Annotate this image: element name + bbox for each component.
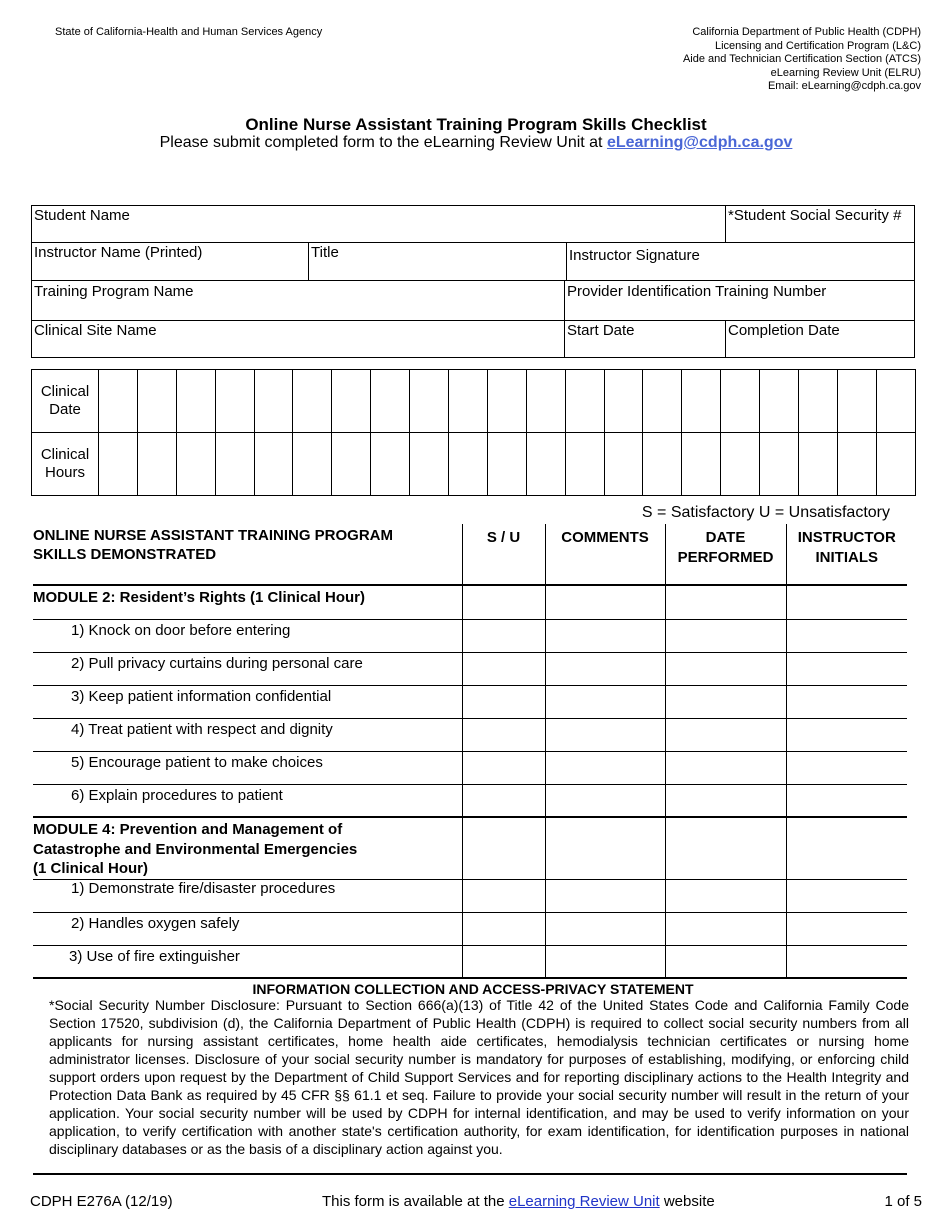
initials-column-header: INSTRUCTOR INITIALS bbox=[786, 524, 907, 585]
divider bbox=[33, 1173, 907, 1175]
skill-row bbox=[33, 945, 907, 978]
comments-column-header: COMMENTS bbox=[545, 524, 665, 585]
clinical-hours-cell[interactable] bbox=[760, 433, 799, 496]
comments-cell[interactable] bbox=[545, 784, 665, 817]
comments-cell[interactable] bbox=[545, 619, 665, 652]
clinical-date-cell[interactable] bbox=[176, 370, 215, 433]
program-name-field[interactable]: Training Program Name bbox=[34, 283, 194, 300]
clinical-hours-cell[interactable] bbox=[99, 433, 138, 496]
date-cell[interactable] bbox=[665, 685, 786, 718]
skills-header-row bbox=[33, 524, 907, 585]
date-column-header: DATE PERFORMED bbox=[665, 524, 786, 585]
clinical-hours-cell[interactable] bbox=[449, 433, 488, 496]
instructor-name-field[interactable]: Instructor Name (Printed) bbox=[34, 244, 203, 261]
su-column-header: S / U bbox=[462, 524, 545, 585]
clinical-date-cell[interactable] bbox=[332, 370, 371, 433]
skill-row bbox=[33, 751, 907, 784]
clinical-date-cell[interactable] bbox=[410, 370, 449, 433]
skill-column-header: ONLINE NURSE ASSISTANT TRAINING PROGRAM SKILLS DEMONSTRATED bbox=[33, 524, 462, 585]
clinical-date-row bbox=[32, 370, 916, 433]
clinical-hours-cell[interactable] bbox=[565, 433, 604, 496]
initials-cell[interactable] bbox=[786, 879, 907, 912]
skill-row bbox=[33, 718, 907, 751]
skill-label: 4) Treat patient with respect and dignity bbox=[33, 718, 462, 751]
skill-label: 6) Explain procedures to patient bbox=[33, 784, 462, 817]
provider-id-field[interactable]: Provider Identification Training Number bbox=[564, 281, 915, 320]
clinical-hours-cell[interactable] bbox=[721, 433, 760, 496]
clinical-date-cell[interactable] bbox=[99, 370, 138, 433]
clinical-date-cell[interactable] bbox=[137, 370, 176, 433]
skill-label: 2) Pull privacy curtains during personal care bbox=[33, 652, 462, 685]
clinical-hours-grid bbox=[31, 369, 916, 496]
su-cell[interactable] bbox=[462, 652, 545, 685]
comments-cell[interactable] bbox=[545, 685, 665, 718]
dept-line: Email: eLearning@cdph.ca.gov bbox=[767, 80, 921, 93]
module-title: MODULE 4: Prevention and Management of Catastrophe and Environmental Emergencies (1 Clinical Hour) bbox=[33, 817, 462, 879]
availability-note bbox=[322, 1193, 715, 1210]
page-number: 1 of 5 bbox=[884, 1193, 922, 1210]
department-info bbox=[683, 26, 921, 94]
clinical-hours-cell[interactable] bbox=[682, 433, 721, 496]
module-4-row bbox=[33, 817, 907, 879]
initials-cell[interactable] bbox=[786, 652, 907, 685]
clinical-hours-cell[interactable] bbox=[487, 433, 526, 496]
initials-cell[interactable] bbox=[786, 912, 907, 945]
clinical-date-cell[interactable] bbox=[721, 370, 760, 433]
date-cell[interactable] bbox=[665, 718, 786, 751]
initials-cell[interactable] bbox=[786, 751, 907, 784]
su-cell[interactable] bbox=[462, 585, 545, 619]
su-cell[interactable] bbox=[462, 718, 545, 751]
student-info-box bbox=[31, 205, 915, 358]
clinical-hours-cell[interactable] bbox=[332, 433, 371, 496]
clinical-date-cell[interactable] bbox=[371, 370, 410, 433]
initials-cell[interactable] bbox=[786, 585, 907, 619]
su-cell[interactable] bbox=[462, 879, 545, 912]
rating-legend: S = Satisfactory U = Unsatisfactory bbox=[641, 504, 890, 521]
skill-row bbox=[33, 879, 907, 912]
clinical-hours-cell[interactable] bbox=[254, 433, 293, 496]
privacy-statement: *Social Security Number Disclosure: Pursuant to Section 666(a)(13) of Title 42 of the United States Code and California Family Code Section 17520, subdivision (d), the California Department of Public Health (CDPH) is required to collect social security numbers from all applicants for nursing assistant certificates, home health aide certificates, hemodialysis technician certificates or nursing home administrator licenses. Disclosure of your social security number is mandatory for purposes of establishing, modifying, or enforcing child support orders upon request by the Department of Child Support Services and for reporting disciplinary actions to the Health Integrity and Protection Data Bank as required by 45 CFR §§ 61.1 et seq. Failure to provide your social security number will result in the return of your application. Your social security number will be used by CDPH for internal identification, and may be used to verify information on your application, to verify certification with another state's certification authority, for exam identification, for identification purposes in national disciplinary databases or as the basis of a disciplinary action against you. bbox=[49, 997, 909, 1157]
date-cell[interactable] bbox=[665, 817, 786, 879]
skill-label: 3) Use of fire extinguisher bbox=[33, 945, 462, 978]
info-row bbox=[32, 281, 914, 321]
student-name-field[interactable]: Student Name bbox=[34, 207, 130, 224]
email-link[interactable]: eLearning@cdph.ca.gov bbox=[606, 134, 793, 151]
comments-cell[interactable] bbox=[545, 879, 665, 912]
privacy-title: INFORMATION COLLECTION AND ACCESS-PRIVACY STATEMENT bbox=[252, 981, 694, 997]
clinical-hours-cell[interactable] bbox=[137, 433, 176, 496]
completion-date-field[interactable]: Completion Date bbox=[725, 321, 915, 358]
su-cell[interactable] bbox=[462, 912, 545, 945]
comments-cell[interactable] bbox=[545, 751, 665, 784]
clinical-date-cell[interactable] bbox=[837, 370, 876, 433]
start-date-field[interactable]: Start Date bbox=[564, 321, 725, 358]
availability-post: website bbox=[659, 1193, 715, 1210]
date-cell[interactable] bbox=[665, 912, 786, 945]
clinical-date-cell[interactable] bbox=[254, 370, 293, 433]
clinical-date-cell[interactable] bbox=[293, 370, 332, 433]
clinical-date-cell[interactable] bbox=[682, 370, 721, 433]
initials-cell[interactable] bbox=[786, 784, 907, 817]
su-cell[interactable] bbox=[462, 817, 545, 879]
info-row bbox=[32, 321, 914, 358]
skill-label: 2) Handles oxygen safely bbox=[33, 912, 462, 945]
clinical-hours-cell[interactable] bbox=[876, 433, 915, 496]
clinical-hours-cell[interactable] bbox=[526, 433, 565, 496]
form-title: Online Nurse Assistant Training Program Skills Checklist bbox=[245, 115, 707, 134]
elearning-review-unit-link[interactable]: eLearning Review Unit bbox=[508, 1193, 660, 1210]
dept-line: California Department of Public Health (CDPH) bbox=[692, 26, 921, 38]
date-cell[interactable] bbox=[665, 751, 786, 784]
clinical-hours-cell[interactable] bbox=[215, 433, 254, 496]
clinical-hours-cell[interactable] bbox=[604, 433, 643, 496]
title-field[interactable]: Title bbox=[308, 243, 566, 280]
clinical-date-cell[interactable] bbox=[449, 370, 488, 433]
skills-table bbox=[33, 524, 907, 979]
form-subtitle bbox=[0, 134, 950, 152]
subtitle-text: Please submit completed form to the eLearning Review Unit at bbox=[159, 134, 607, 151]
date-cell[interactable] bbox=[665, 585, 786, 619]
su-cell[interactable] bbox=[462, 751, 545, 784]
info-row bbox=[32, 206, 914, 243]
initials-cell[interactable] bbox=[786, 817, 907, 879]
skill-row bbox=[33, 685, 907, 718]
date-cell[interactable] bbox=[665, 784, 786, 817]
clinical-date-cell[interactable] bbox=[487, 370, 526, 433]
availability-pre: This form is available at the bbox=[322, 1193, 509, 1210]
comments-cell[interactable] bbox=[545, 585, 665, 619]
skill-label: 5) Encourage patient to make choices bbox=[33, 751, 462, 784]
initials-cell[interactable] bbox=[786, 619, 907, 652]
skill-label: 1) Knock on door before entering bbox=[33, 619, 462, 652]
clinical-date-cell[interactable] bbox=[604, 370, 643, 433]
su-cell[interactable] bbox=[462, 619, 545, 652]
clinical-date-cell[interactable] bbox=[799, 370, 838, 433]
clinical-hours-row bbox=[32, 433, 916, 496]
skill-label: 3) Keep patient information confidential bbox=[33, 685, 462, 718]
skill-row bbox=[33, 652, 907, 685]
module-2-row bbox=[33, 585, 907, 619]
date-cell[interactable] bbox=[665, 879, 786, 912]
skill-row bbox=[33, 619, 907, 652]
clinical-date-cell[interactable] bbox=[643, 370, 682, 433]
clinical-hours-cell[interactable] bbox=[410, 433, 449, 496]
initials-cell[interactable] bbox=[786, 945, 907, 978]
comments-cell[interactable] bbox=[545, 652, 665, 685]
agency-name: State of California-Health and Human Services Agency bbox=[55, 26, 323, 38]
ssn-field[interactable]: *Student Social Security # bbox=[725, 206, 915, 242]
clinical-date-label: Clinical Date bbox=[32, 370, 99, 433]
su-cell[interactable] bbox=[462, 945, 545, 978]
su-cell[interactable] bbox=[462, 685, 545, 718]
clinical-hours-cell[interactable] bbox=[837, 433, 876, 496]
initials-cell[interactable] bbox=[786, 718, 907, 751]
clinical-hours-cell[interactable] bbox=[799, 433, 838, 496]
site-name-field[interactable]: Clinical Site Name bbox=[34, 322, 157, 339]
module-title: MODULE 2: Resident’s Rights (1 Clinical Hour) bbox=[33, 585, 462, 619]
date-cell[interactable] bbox=[665, 619, 786, 652]
date-cell[interactable] bbox=[665, 945, 786, 978]
clinical-hours-cell[interactable] bbox=[176, 433, 215, 496]
clinical-hours-cell[interactable] bbox=[643, 433, 682, 496]
dept-line: Aide and Technician Certification Section (ATCS) bbox=[682, 53, 921, 66]
dept-line: eLearning Review Unit (ELRU) bbox=[770, 66, 921, 79]
clinical-hours-label: Clinical Hours bbox=[32, 433, 99, 496]
date-cell[interactable] bbox=[665, 652, 786, 685]
initials-cell[interactable] bbox=[786, 685, 907, 718]
dept-line: Licensing and Certification Program (L&C) bbox=[714, 39, 921, 52]
info-row bbox=[32, 243, 914, 281]
comments-cell[interactable] bbox=[545, 912, 665, 945]
su-cell[interactable] bbox=[462, 784, 545, 817]
skill-label: 1) Demonstrate fire/disaster procedures bbox=[33, 879, 462, 912]
comments-cell[interactable] bbox=[545, 945, 665, 978]
clinical-date-cell[interactable] bbox=[876, 370, 915, 433]
skill-row bbox=[33, 784, 907, 817]
form-id: CDPH E276A (12/19) bbox=[30, 1193, 173, 1210]
comments-cell[interactable] bbox=[545, 817, 665, 879]
clinical-date-cell[interactable] bbox=[760, 370, 799, 433]
clinical-hours-cell[interactable] bbox=[371, 433, 410, 496]
clinical-date-cell[interactable] bbox=[565, 370, 604, 433]
instructor-signature-field[interactable]: Instructor Signature bbox=[566, 243, 915, 280]
skill-row bbox=[33, 912, 907, 945]
clinical-date-cell[interactable] bbox=[215, 370, 254, 433]
comments-cell[interactable] bbox=[545, 718, 665, 751]
clinical-hours-cell[interactable] bbox=[293, 433, 332, 496]
clinical-date-cell[interactable] bbox=[526, 370, 565, 433]
